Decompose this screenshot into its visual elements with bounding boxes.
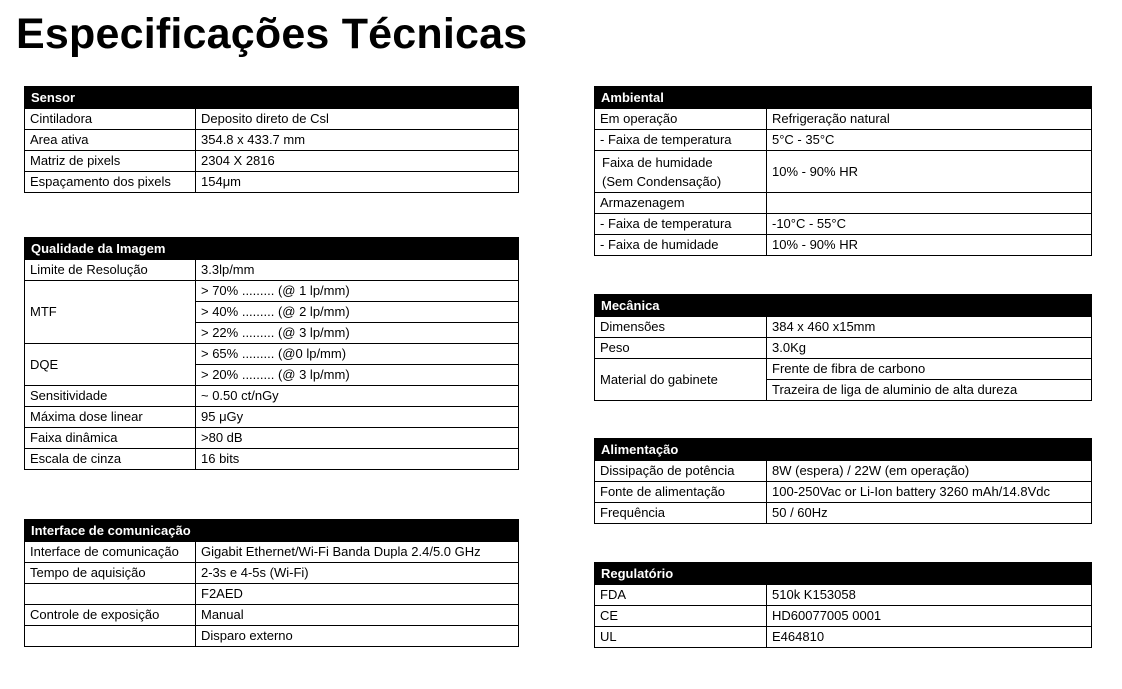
row-label: Limite de Resolução	[25, 260, 196, 281]
row-value: > 70% ......... (@ 1 lp/mm)	[196, 281, 519, 302]
table-row	[25, 428, 519, 449]
table-header: Alimentação	[595, 439, 1092, 461]
row-label: Escala de cinza	[25, 449, 196, 470]
row-label	[25, 626, 196, 647]
table-row	[595, 214, 1092, 235]
row-value: 10% - 90% HR	[767, 151, 1092, 193]
row-value: 50 / 60Hz	[767, 503, 1092, 524]
label-line: (Sem Condensação)	[602, 173, 722, 189]
table-row	[595, 606, 1092, 627]
table-header: Qualidade da Imagem	[25, 238, 519, 260]
row-label: - Faixa de temperatura	[595, 130, 767, 151]
table-row	[25, 584, 519, 605]
table-row	[25, 281, 519, 302]
row-value: Gigabit Ethernet/Wi-Fi Banda Dupla 2.4/5.0 GHz	[196, 542, 519, 563]
row-value: Trazeira de liga de aluminio de alta dureza	[767, 380, 1092, 401]
row-value: 3.0Kg	[767, 338, 1092, 359]
row-label: Em operação	[595, 109, 767, 130]
row-value: >80 dB	[196, 428, 519, 449]
table-row	[595, 482, 1092, 503]
table-row	[595, 627, 1092, 648]
table-header: Sensor	[25, 87, 519, 109]
table-row	[595, 359, 1092, 380]
table-row	[595, 585, 1092, 606]
page-title: Especificações Técnicas	[16, 10, 528, 58]
table-row	[25, 407, 519, 428]
table-row	[25, 109, 519, 130]
row-value: 384 x 460 x15mm	[767, 317, 1092, 338]
sensor-table	[24, 86, 519, 193]
row-value: ~ 0.50 ct/nGy	[196, 386, 519, 407]
row-label: Matriz de pixels	[25, 151, 196, 172]
row-label: MTF	[25, 281, 196, 344]
table-row	[25, 542, 519, 563]
row-label: Area ativa	[25, 130, 196, 151]
table-row	[595, 130, 1092, 151]
row-value: Frente de fibra de carbono	[767, 359, 1092, 380]
row-label: Material do gabinete	[595, 359, 767, 401]
row-label: Fonte de alimentação	[595, 482, 767, 503]
row-value: 2-3s e 4-5s (Wi-Fi)	[196, 563, 519, 584]
table-row	[25, 130, 519, 151]
row-value: 16 bits	[196, 449, 519, 470]
row-label	[595, 151, 767, 193]
row-value: -10°C - 55°C	[767, 214, 1092, 235]
row-value: > 65% ......... (@0 lp/mm)	[196, 344, 519, 365]
row-label: Dimensões	[595, 317, 767, 338]
table-row	[25, 605, 519, 626]
mechanical-table	[594, 294, 1092, 401]
table-row	[25, 626, 519, 647]
row-value: F2AED	[196, 584, 519, 605]
row-value	[767, 193, 1092, 214]
table-row	[25, 449, 519, 470]
row-value: Deposito direto de Csl	[196, 109, 519, 130]
row-label: Faixa dinâmica	[25, 428, 196, 449]
row-value: 10% - 90% HR	[767, 235, 1092, 256]
row-label: Armazenagem	[595, 193, 767, 214]
row-value: > 20% ......... (@ 3 lp/mm)	[196, 365, 519, 386]
interface-table	[24, 519, 519, 647]
table-row	[25, 172, 519, 193]
table-row	[595, 151, 1092, 193]
row-label: Sensitividade	[25, 386, 196, 407]
table-row	[25, 260, 519, 281]
image-quality-table	[24, 237, 519, 470]
row-value: Refrigeração natural	[767, 109, 1092, 130]
row-value: 510k K153058	[767, 585, 1092, 606]
table-row	[25, 386, 519, 407]
row-value: Manual	[196, 605, 519, 626]
row-label: DQE	[25, 344, 196, 386]
table-header: Ambiental	[595, 87, 1092, 109]
row-label: Interface de comunicação	[25, 542, 196, 563]
table-row	[595, 317, 1092, 338]
row-label: Peso	[595, 338, 767, 359]
row-value: > 22% ......... (@ 3 lp/mm)	[196, 323, 519, 344]
table-header: Regulatório	[595, 563, 1092, 585]
row-value: > 40% ......... (@ 2 lp/mm)	[196, 302, 519, 323]
table-header: Mecânica	[595, 295, 1092, 317]
row-label: Espaçamento dos pixels	[25, 172, 196, 193]
row-label: Máxima dose linear	[25, 407, 196, 428]
row-label: Tempo de aquisição	[25, 563, 196, 584]
row-value: 5°C - 35°C	[767, 130, 1092, 151]
table-row	[595, 461, 1092, 482]
table-row	[595, 235, 1092, 256]
table-row	[25, 563, 519, 584]
regulatory-table	[594, 562, 1092, 648]
row-value: Disparo externo	[196, 626, 519, 647]
row-value: 3.3lp/mm	[196, 260, 519, 281]
row-label: - Faixa de temperatura	[595, 214, 767, 235]
row-label: Dissipação de potência	[595, 461, 767, 482]
table-row	[595, 193, 1092, 214]
row-value: 154μm	[196, 172, 519, 193]
label-line: Faixa de humidade	[602, 154, 713, 170]
table-row	[595, 338, 1092, 359]
row-label	[25, 584, 196, 605]
table-row	[25, 151, 519, 172]
table-header: Interface de comunicação	[25, 520, 519, 542]
table-row	[595, 109, 1092, 130]
power-table	[594, 438, 1092, 524]
row-value: E464810	[767, 627, 1092, 648]
row-value: 2304 X 2816	[196, 151, 519, 172]
row-value: 95 μGy	[196, 407, 519, 428]
row-label: Cintiladora	[25, 109, 196, 130]
row-value: HD60077005 0001	[767, 606, 1092, 627]
row-label: Controle de exposição	[25, 605, 196, 626]
row-label: FDA	[595, 585, 767, 606]
row-value: 8W (espera) / 22W (em operação)	[767, 461, 1092, 482]
row-value: 100-250Vac or Li-Ion battery 3260 mAh/14.8Vdc	[767, 482, 1092, 503]
row-label: CE	[595, 606, 767, 627]
table-row	[595, 503, 1092, 524]
table-row	[25, 344, 519, 365]
row-label: UL	[595, 627, 767, 648]
row-value: 354.8 x 433.7 mm	[196, 130, 519, 151]
environment-table	[594, 86, 1092, 256]
row-label: - Faixa de humidade	[595, 235, 767, 256]
row-label: Frequência	[595, 503, 767, 524]
